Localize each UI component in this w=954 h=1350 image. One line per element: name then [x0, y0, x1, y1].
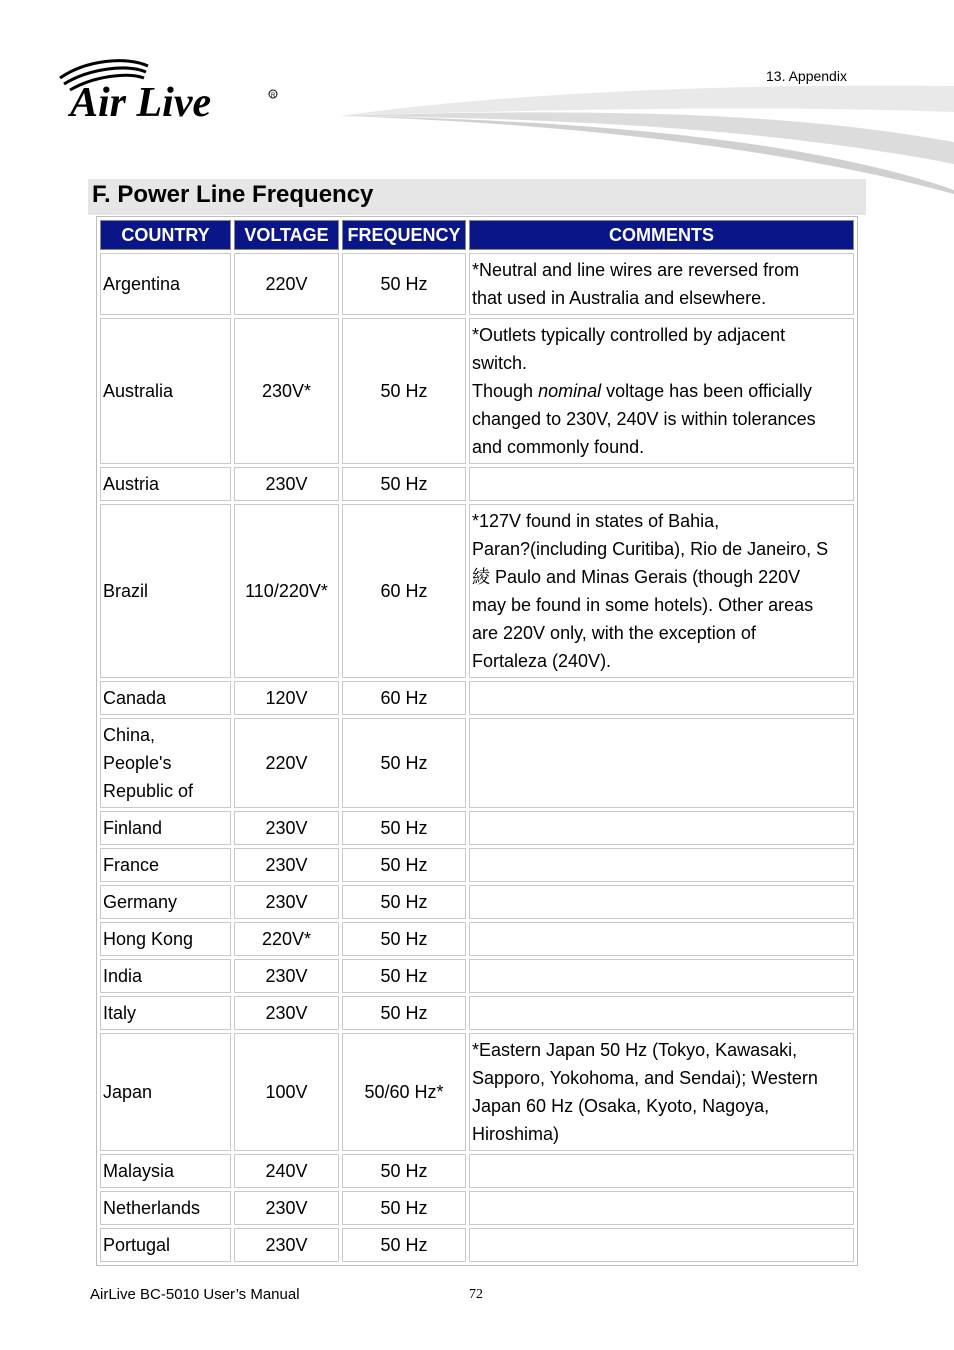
comment-line: changed to 230V, 240V is within tolerances — [472, 409, 816, 429]
comment-line: 綾 Paulo and Minas Gerais (though 220V — [472, 567, 801, 587]
comments-cell — [469, 504, 854, 678]
table-row — [100, 996, 854, 1030]
frequency-cell: 50 Hz — [342, 811, 466, 845]
table-row — [100, 1033, 854, 1151]
voltage-cell: 120V — [234, 681, 339, 715]
comment-text: voltage has been officially — [601, 381, 812, 401]
table-row — [100, 253, 854, 315]
country-cell: Brazil — [100, 504, 231, 678]
comment-line: Fortaleza (240V). — [472, 651, 612, 671]
voltage-cell: 230V — [234, 811, 339, 845]
comment-line: *Outlets typically controlled by adjacent — [472, 325, 786, 345]
frequency-cell: 50 Hz — [342, 1154, 466, 1188]
column-header-comments: COMMENTS — [469, 220, 854, 250]
comments-cell — [469, 1228, 854, 1262]
country-cell: Argentina — [100, 253, 231, 315]
comment-line: Sapporo, Yokohoma, and Sendai); Western — [472, 1068, 818, 1088]
column-header-voltage: VOLTAGE — [234, 220, 339, 250]
table-row — [100, 1154, 854, 1188]
country-line: China, — [103, 725, 156, 745]
comment-emphasis: nominal — [538, 381, 602, 401]
frequency-cell: 50 Hz — [342, 1191, 466, 1225]
comments-cell — [469, 1033, 854, 1151]
frequency-cell: 50 Hz — [342, 848, 466, 882]
comments-cell — [469, 885, 854, 919]
comments-cell — [469, 318, 854, 464]
comment-line: Paran?(including Curitiba), Rio de Janeiro, S — [472, 539, 829, 559]
svg-text:R: R — [271, 93, 276, 99]
voltage-cell: 230V — [234, 467, 339, 501]
frequency-cell: 50 Hz — [342, 922, 466, 956]
frequency-cell: 50 Hz — [342, 959, 466, 993]
voltage-cell: 230V — [234, 1191, 339, 1225]
comments-cell — [469, 718, 854, 808]
comment-line: *127V found in states of Bahia, — [472, 511, 720, 531]
country-cell: France — [100, 848, 231, 882]
frequency-cell: 50 Hz — [342, 996, 466, 1030]
table-row — [100, 1191, 854, 1225]
table-row — [100, 504, 854, 678]
comment-line: and commonly found. — [472, 437, 645, 457]
country-cell: Austria — [100, 467, 231, 501]
comment-text: Though — [472, 381, 539, 401]
voltage-cell: 230V — [234, 1228, 339, 1262]
table-row — [100, 681, 854, 715]
comment-line: are 220V only, with the exception of — [472, 623, 756, 643]
country-line: People's — [103, 753, 172, 773]
voltage-cell: 230V — [234, 885, 339, 919]
country-cell: Malaysia — [100, 1154, 231, 1188]
footer-manual-title: AirLive BC-5010 User’s Manual — [90, 1286, 300, 1303]
frequency-cell: 60 Hz — [342, 504, 466, 678]
comments-cell — [469, 467, 854, 501]
comment-line: Japan 60 Hz (Osaka, Kyoto, Nagoya, — [472, 1096, 770, 1116]
frequency-cell: 60 Hz — [342, 681, 466, 715]
section-title: F. Power Line Frequency — [92, 181, 374, 208]
voltage-cell: 230V — [234, 848, 339, 882]
comments-cell — [469, 848, 854, 882]
comment-line: *Neutral and line wires are reversed from — [472, 260, 800, 280]
comments-cell — [469, 1154, 854, 1188]
column-header-frequency: FREQUENCY — [342, 220, 466, 250]
frequency-cell: 50 Hz — [342, 1228, 466, 1262]
page-number: 72 — [469, 1287, 483, 1302]
comments-cell — [469, 253, 854, 315]
power-frequency-table — [96, 216, 858, 1266]
country-cell: India — [100, 959, 231, 993]
section-header — [88, 179, 866, 215]
comment-line — [472, 377, 851, 405]
comment-line: Hiroshima) — [472, 1124, 560, 1144]
voltage-cell: 100V — [234, 1033, 339, 1151]
logo-wordmark: Air Live — [70, 80, 212, 124]
country-cell: Portugal — [100, 1228, 231, 1262]
voltage-cell: 240V — [234, 1154, 339, 1188]
country-line: Republic of — [103, 781, 194, 801]
table-row — [100, 1228, 854, 1262]
table-row — [100, 467, 854, 501]
airlive-logo — [56, 58, 288, 124]
voltage-cell: 230V — [234, 959, 339, 993]
table-row — [100, 811, 854, 845]
voltage-cell: 220V — [234, 253, 339, 315]
voltage-cell: 230V — [234, 996, 339, 1030]
country-cell: Finland — [100, 811, 231, 845]
comments-cell — [469, 996, 854, 1030]
table-row — [100, 848, 854, 882]
frequency-cell: 50 Hz — [342, 253, 466, 315]
comments-cell — [469, 681, 854, 715]
country-cell — [100, 718, 231, 808]
country-cell: Netherlands — [100, 1191, 231, 1225]
table-row — [100, 885, 854, 919]
voltage-cell: 230V* — [234, 318, 339, 464]
comments-cell — [469, 922, 854, 956]
comment-line: that used in Australia and elsewhere. — [472, 288, 767, 308]
comment-line: *Eastern Japan 50 Hz (Tokyo, Kawasaki, — [472, 1040, 798, 1060]
comment-line: may be found in some hotels). Other areas — [472, 595, 814, 615]
voltage-cell: 220V — [234, 718, 339, 808]
comments-cell — [469, 959, 854, 993]
country-cell: Japan — [100, 1033, 231, 1151]
country-cell: Hong Kong — [100, 922, 231, 956]
frequency-cell: 50/60 Hz* — [342, 1033, 466, 1151]
chapter-label: 13. Appendix — [766, 68, 847, 84]
country-cell: Italy — [100, 996, 231, 1030]
table-row — [100, 959, 854, 993]
table-row — [100, 318, 854, 464]
frequency-cell: 50 Hz — [342, 467, 466, 501]
country-cell: Canada — [100, 681, 231, 715]
comments-cell — [469, 1191, 854, 1225]
frequency-cell: 50 Hz — [342, 885, 466, 919]
table-row — [100, 718, 854, 808]
country-cell: Australia — [100, 318, 231, 464]
header-swoosh — [340, 82, 954, 194]
frequency-cell: 50 Hz — [342, 718, 466, 808]
comment-line: switch. — [472, 353, 528, 373]
comments-cell — [469, 811, 854, 845]
table-row — [100, 922, 854, 956]
column-header-country: COUNTRY — [100, 220, 231, 250]
frequency-cell: 50 Hz — [342, 318, 466, 464]
voltage-cell: 220V* — [234, 922, 339, 956]
country-cell: Germany — [100, 885, 231, 919]
voltage-cell: 110/220V* — [234, 504, 339, 678]
